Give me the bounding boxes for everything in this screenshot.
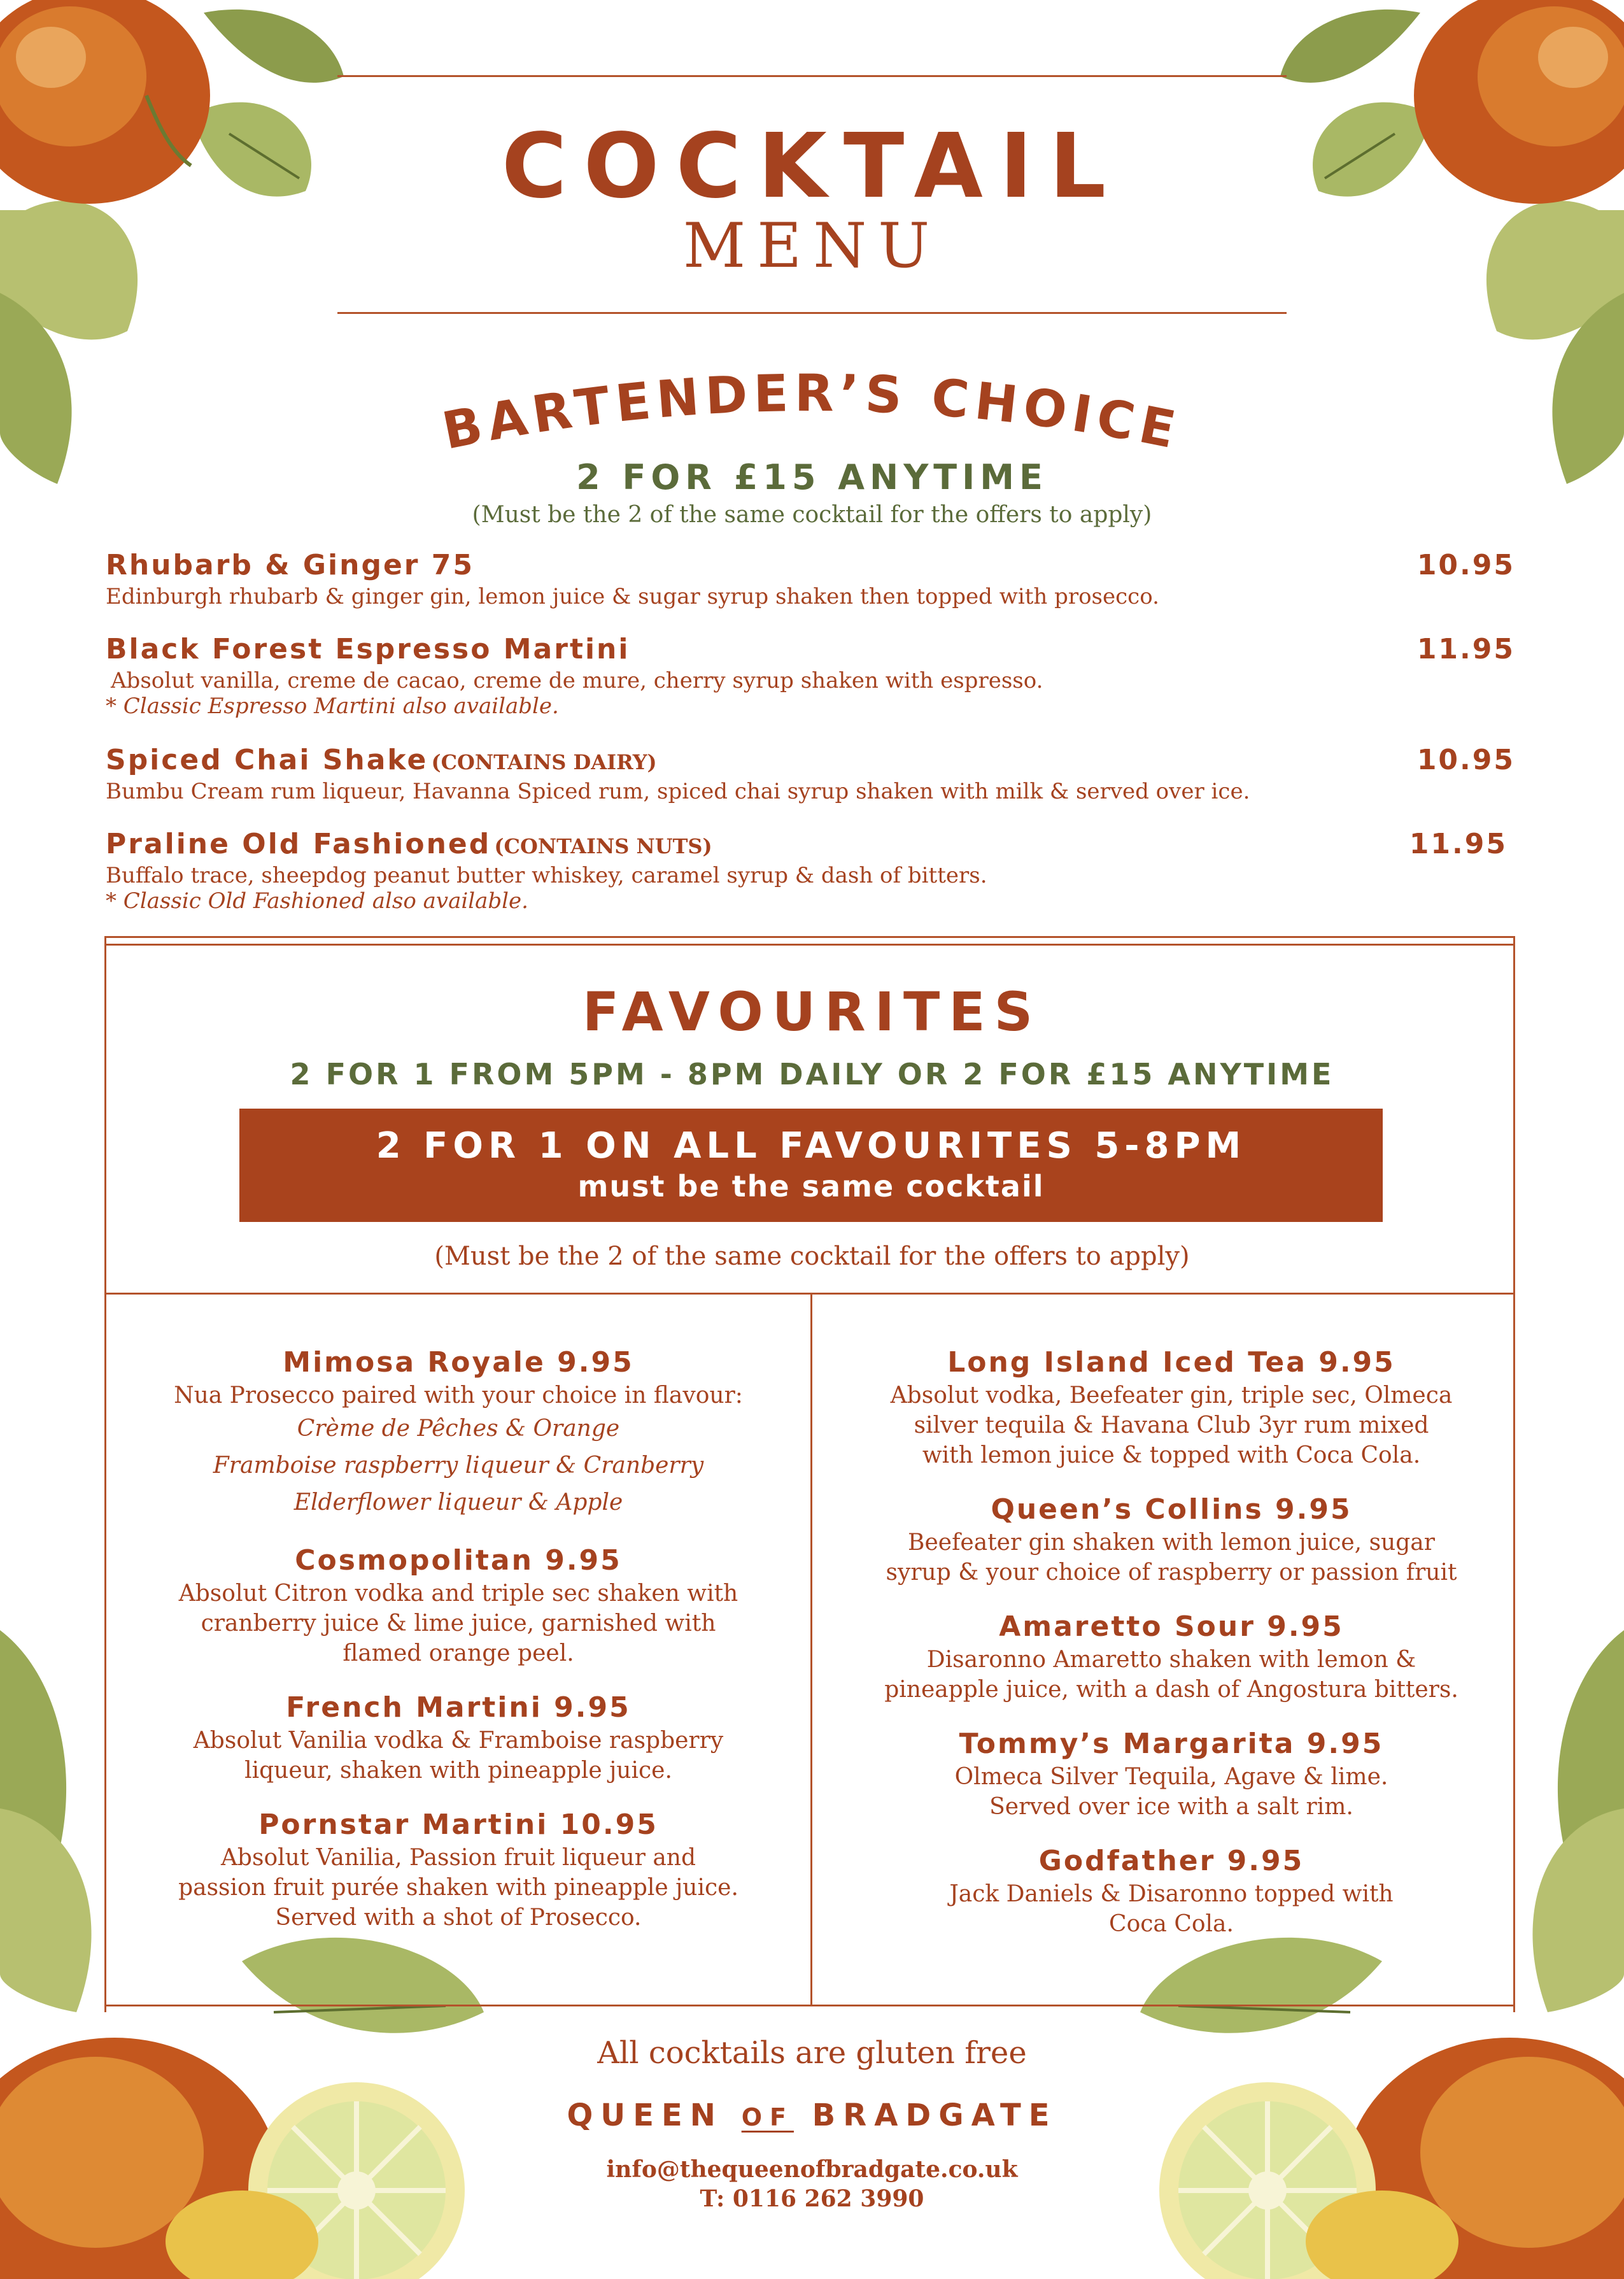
- item-name: Pornstar Martini 10.95: [258, 1808, 658, 1841]
- favourite-item-french-martini: [127, 1690, 789, 1786]
- item-name: Tommy’s Margarita 9.95: [959, 1728, 1384, 1760]
- bartender-item-black-forest: [106, 633, 1515, 719]
- item-price: 11.95: [1416, 633, 1515, 665]
- item-description-line: Absolut Citron vodka and triple sec shaken with: [178, 1580, 738, 1607]
- bartenders-choice-heading: BARTENDER’S CHOICE: [437, 363, 1186, 461]
- item-description-line: liqueur, shaken with pineapple juice.: [244, 1757, 672, 1784]
- item-description-line: flamed orange peel.: [342, 1640, 574, 1666]
- item-description-line: Olmeca Silver Tequila, Agave & lime.: [954, 1764, 1388, 1790]
- favourites-box-top-rule-2: [104, 944, 1515, 946]
- item-description-line: pineapple juice, with a dash of Angostura bitters.: [884, 1677, 1458, 1703]
- item-name: Amaretto Sour 9.95: [999, 1610, 1344, 1643]
- favourite-item-cosmopolitan: [127, 1543, 789, 1668]
- bartender-item-spiced-chai: [106, 744, 1515, 804]
- bartenders-choice-note: (Must be the 2 of the same cocktail for the offers to apply): [472, 502, 1152, 528]
- contact-email[interactable]: info@thequeenofbradgate.co.uk: [606, 2156, 1018, 2183]
- item-description-line: silver tequila & Havana Club 3yr rum mixed: [914, 1412, 1429, 1438]
- bartender-item-rhubarb-ginger: [106, 549, 1515, 609]
- promo-banner-subline: must be the same cocktail: [577, 1169, 1045, 1203]
- item-name: Queen’s Collins 9.95: [991, 1493, 1352, 1526]
- item-description-line: Disaronno Amaretto shaken with lemon &: [926, 1647, 1416, 1673]
- item-description-line: syrup & your choice of raspberry or passion fruit: [886, 1559, 1457, 1586]
- item-price: 10.95: [1416, 744, 1515, 776]
- favourite-item-long-island: [840, 1345, 1502, 1470]
- favourites-heading: FAVOURITES: [582, 981, 1042, 1043]
- item-description-line: Absolut vodka, Beefeater gin, triple sec, Olmeca: [890, 1382, 1453, 1409]
- favourites-divider-rule: [104, 1293, 1515, 1295]
- item-name: Praline Old Fashioned: [106, 828, 491, 860]
- svg-text:BARTENDER’S CHOICE: [438, 364, 1186, 461]
- flavour-option: Elderflower liqueur & Apple: [293, 1489, 623, 1516]
- favourite-item-tommys-margarita: [840, 1726, 1502, 1822]
- item-name: Spiced Chai Shake: [106, 744, 428, 776]
- header-top-rule: [337, 75, 1287, 77]
- item-allergen-tag: (CONTAINS DAIRY): [431, 750, 657, 774]
- favourite-item-mimosa-royale: [127, 1345, 789, 1521]
- item-description: Buffalo trace, sheepdog peanut butter whiskey, caramel syrup & dash of bitters.: [106, 863, 987, 888]
- item-price: 10.95: [1416, 549, 1515, 581]
- item-description-line: with lemon juice & topped with Coca Cola.: [922, 1442, 1421, 1468]
- item-description-line: Served over ice with a salt rim.: [989, 1794, 1353, 1820]
- bartender-item-praline: [106, 828, 1515, 914]
- gluten-free-note: All cocktails are gluten free: [597, 2035, 1027, 2071]
- favourites-right-column: [840, 1345, 1502, 1961]
- item-name: Black Forest Espresso Martini: [106, 633, 630, 665]
- item-description: Absolut vanilla, creme de cacao, creme de mure, cherry syrup shaken with espresso.: [111, 668, 1043, 693]
- brand-word-queen: QUEEN: [567, 2098, 723, 2133]
- favourites-left-column: [127, 1345, 789, 1954]
- favourite-item-pornstar-martini: [127, 1807, 789, 1933]
- item-description-line: cranberry juice & lime juice, garnished with: [201, 1610, 716, 1636]
- item-allergen-tag: (CONTAINS NUTS): [494, 834, 712, 858]
- item-name: French Martini 9.95: [286, 1691, 631, 1724]
- favourites-box-bottom-rule: [104, 2005, 1515, 2006]
- brand-word-of: OF: [741, 2103, 794, 2131]
- item-description: Edinburgh rhubarb & ginger gin, lemon juice & sugar syrup shaken then topped with prosecco.: [106, 584, 1159, 609]
- item-name: Godfather 9.95: [1038, 1845, 1304, 1877]
- item-alternative: * Classic Old Fashioned also available.: [106, 888, 528, 914]
- header-bottom-rule: [337, 312, 1287, 314]
- flavour-option: Crème de Pêches & Orange: [297, 1416, 620, 1442]
- favourites-note: (Must be the 2 of the same cocktail for the offers to apply): [434, 1242, 1190, 1271]
- contact-phone: T: 0116 262 3990: [700, 2185, 924, 2212]
- item-description-line: passion fruit purée shaken with pineapple juice.: [178, 1875, 738, 1901]
- favourite-item-amaretto-sour: [840, 1609, 1502, 1705]
- favourites-box-right-rule: [1513, 936, 1515, 2012]
- item-name: Long Island Iced Tea 9.95: [947, 1346, 1395, 1379]
- favourite-item-queens-collins: [840, 1492, 1502, 1587]
- item-description-line: Beefeater gin shaken with lemon juice, sugar: [908, 1530, 1435, 1556]
- favourites-promo-banner: [239, 1109, 1383, 1222]
- bartenders-choice-heading-arc: [382, 344, 1241, 471]
- item-description: Bumbu Cream rum liqueur, Havanna Spiced rum, spiced chai syrup shaken with milk & served over ice.: [106, 779, 1250, 804]
- brand-name: [0, 2098, 1624, 2133]
- item-name: Cosmopolitan 9.95: [295, 1544, 622, 1577]
- favourites-box-top-rule: [104, 936, 1515, 938]
- flavour-option: Framboise raspberry liqueur & Cranberry: [213, 1452, 704, 1479]
- promo-banner-headline: 2 FOR 1 ON ALL FAVOURITES 5-8PM: [376, 1125, 1246, 1167]
- bartenders-choice-offer: 2 FOR £15 ANYTIME: [576, 457, 1048, 497]
- item-name: Mimosa Royale 9.95: [283, 1346, 634, 1379]
- favourite-item-godfather: [840, 1843, 1502, 1939]
- item-description-line: Jack Daniels & Disaronno topped with: [949, 1881, 1394, 1907]
- item-price: 11.95: [1409, 828, 1507, 860]
- favourites-box-left-rule: [104, 936, 106, 2012]
- item-description: Nua Prosecco paired with your choice in flavour:: [174, 1382, 743, 1409]
- item-name: Rhubarb & Ginger 75: [106, 549, 475, 581]
- item-description-line: Served with a shot of Prosecco.: [275, 1905, 642, 1931]
- item-description-line: Coca Cola.: [1109, 1911, 1234, 1937]
- menu-subtitle: MENU: [682, 210, 942, 281]
- menu-title: COCKTAIL: [501, 115, 1123, 218]
- brand-word-bradgate: BRADGATE: [812, 2098, 1057, 2133]
- favourites-column-divider: [810, 1293, 812, 2006]
- item-description-line: Absolut Vanilia, Passion fruit liqueur and: [220, 1845, 696, 1871]
- item-alternative: * Classic Espresso Martini also available.: [106, 693, 559, 719]
- favourites-offer: 2 FOR 1 FROM 5PM - 8PM DAILY OR 2 FOR £15 ANYTIME: [290, 1057, 1334, 1091]
- item-description-line: Absolut Vanilia vodka & Framboise raspberry: [193, 1728, 724, 1754]
